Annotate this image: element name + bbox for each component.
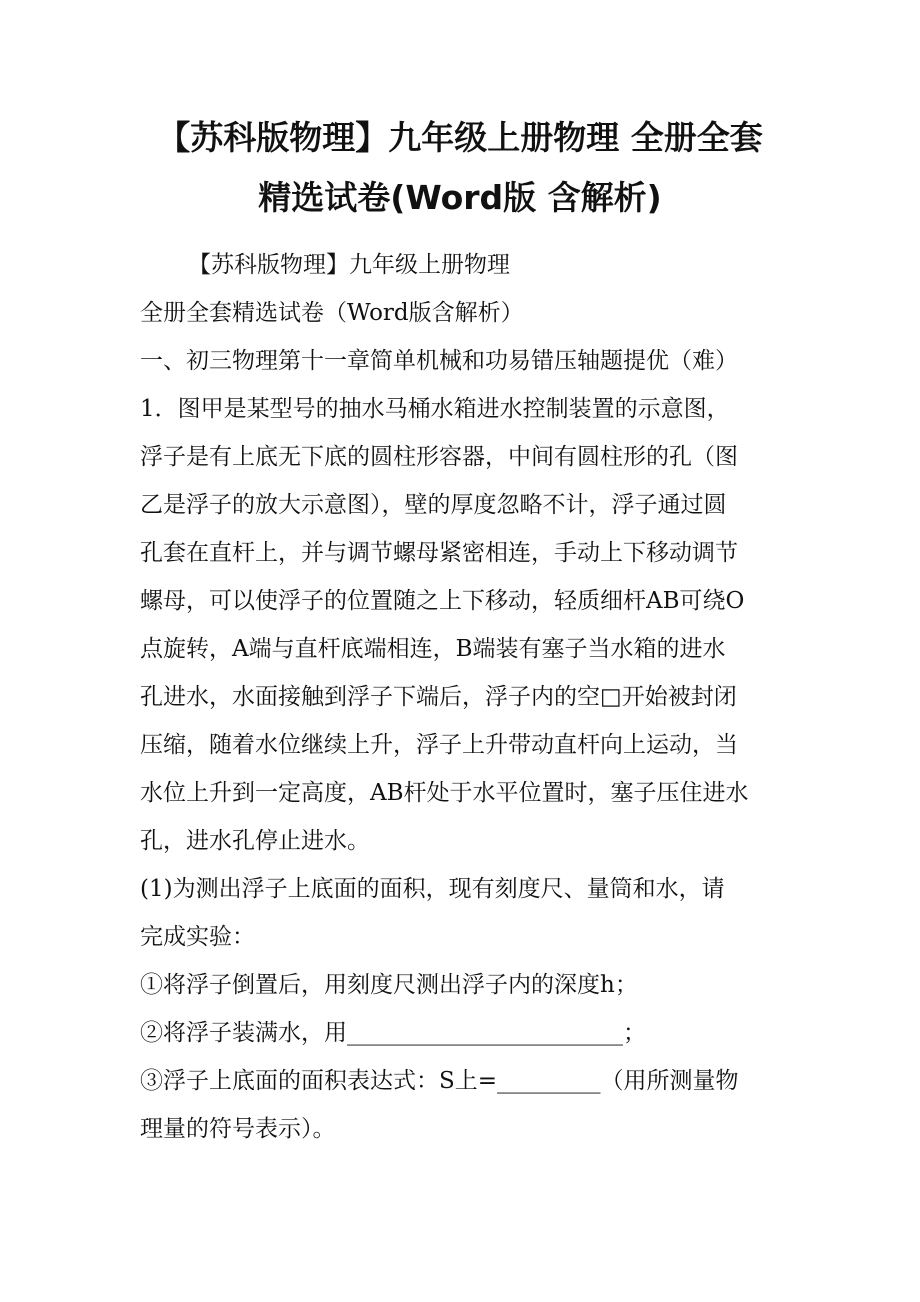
question-text-line: 点旋转，A端与直杆底端相连，B端装有塞子当水箱的进水: [140, 636, 726, 662]
question-text-line: 孔，进水孔停止进水。: [140, 828, 370, 854]
sub-question-line: 完成实验：: [140, 924, 255, 950]
question-text-line: 乙是浮子的放大示意图），壁的厚度忽略不计，浮子通过圆: [140, 492, 727, 518]
question-text-line: 压缩，随着水位继续上升，浮子上升带动直杆向上运动，当: [140, 732, 738, 758]
step-line: ③浮子上底面的面积表达式：S上=_________（用所测量物: [140, 1068, 739, 1094]
question-text-line: 孔套在直杆上，并与调节螺母紧密相连，手动上下移动调节: [140, 540, 738, 566]
question-text-line: 孔进水，水面接触到浮子下端后，浮子内的空□开始被封闭: [140, 684, 737, 710]
question-text-line: 浮子是有上底无下底的圆柱形容器，中间有圆柱形的孔（图: [140, 444, 738, 470]
subtitle-line: 【苏科版物理】九年级上册物理: [188, 252, 510, 278]
subtitle-line: 全册全套精选试卷（Word版含解析）: [140, 300, 524, 326]
document-title-line-2: 精选试卷(Word版 含解析): [258, 178, 662, 217]
step-line: ②将浮子装满水，用________________________；: [140, 1020, 646, 1046]
section-heading: 一、初三物理第十一章简单机械和功易错压轴题提优（难）: [140, 348, 738, 374]
question-text-line: 水位上升到一定高度，AB杆处于水平位置时，塞子压住进水: [140, 780, 749, 806]
step-line: 理量的符号表示）。: [140, 1116, 336, 1142]
question-text-line: 螺母，可以使浮子的位置随之上下移动，轻质细杆AB可绕O: [140, 588, 745, 614]
sub-question-line: (1)为测出浮子上底面的面积，现有刻度尺、量筒和水，请: [140, 876, 725, 902]
document-title-line-1: 【苏科版物理】九年级上册物理 全册全套: [157, 118, 763, 157]
step-line: ①将浮子倒置后，用刻度尺测出浮子内的深度h；: [140, 972, 638, 998]
question-text-line: 1．图甲是某型号的抽水马桶水箱进水控制装置的示意图，: [140, 396, 730, 422]
